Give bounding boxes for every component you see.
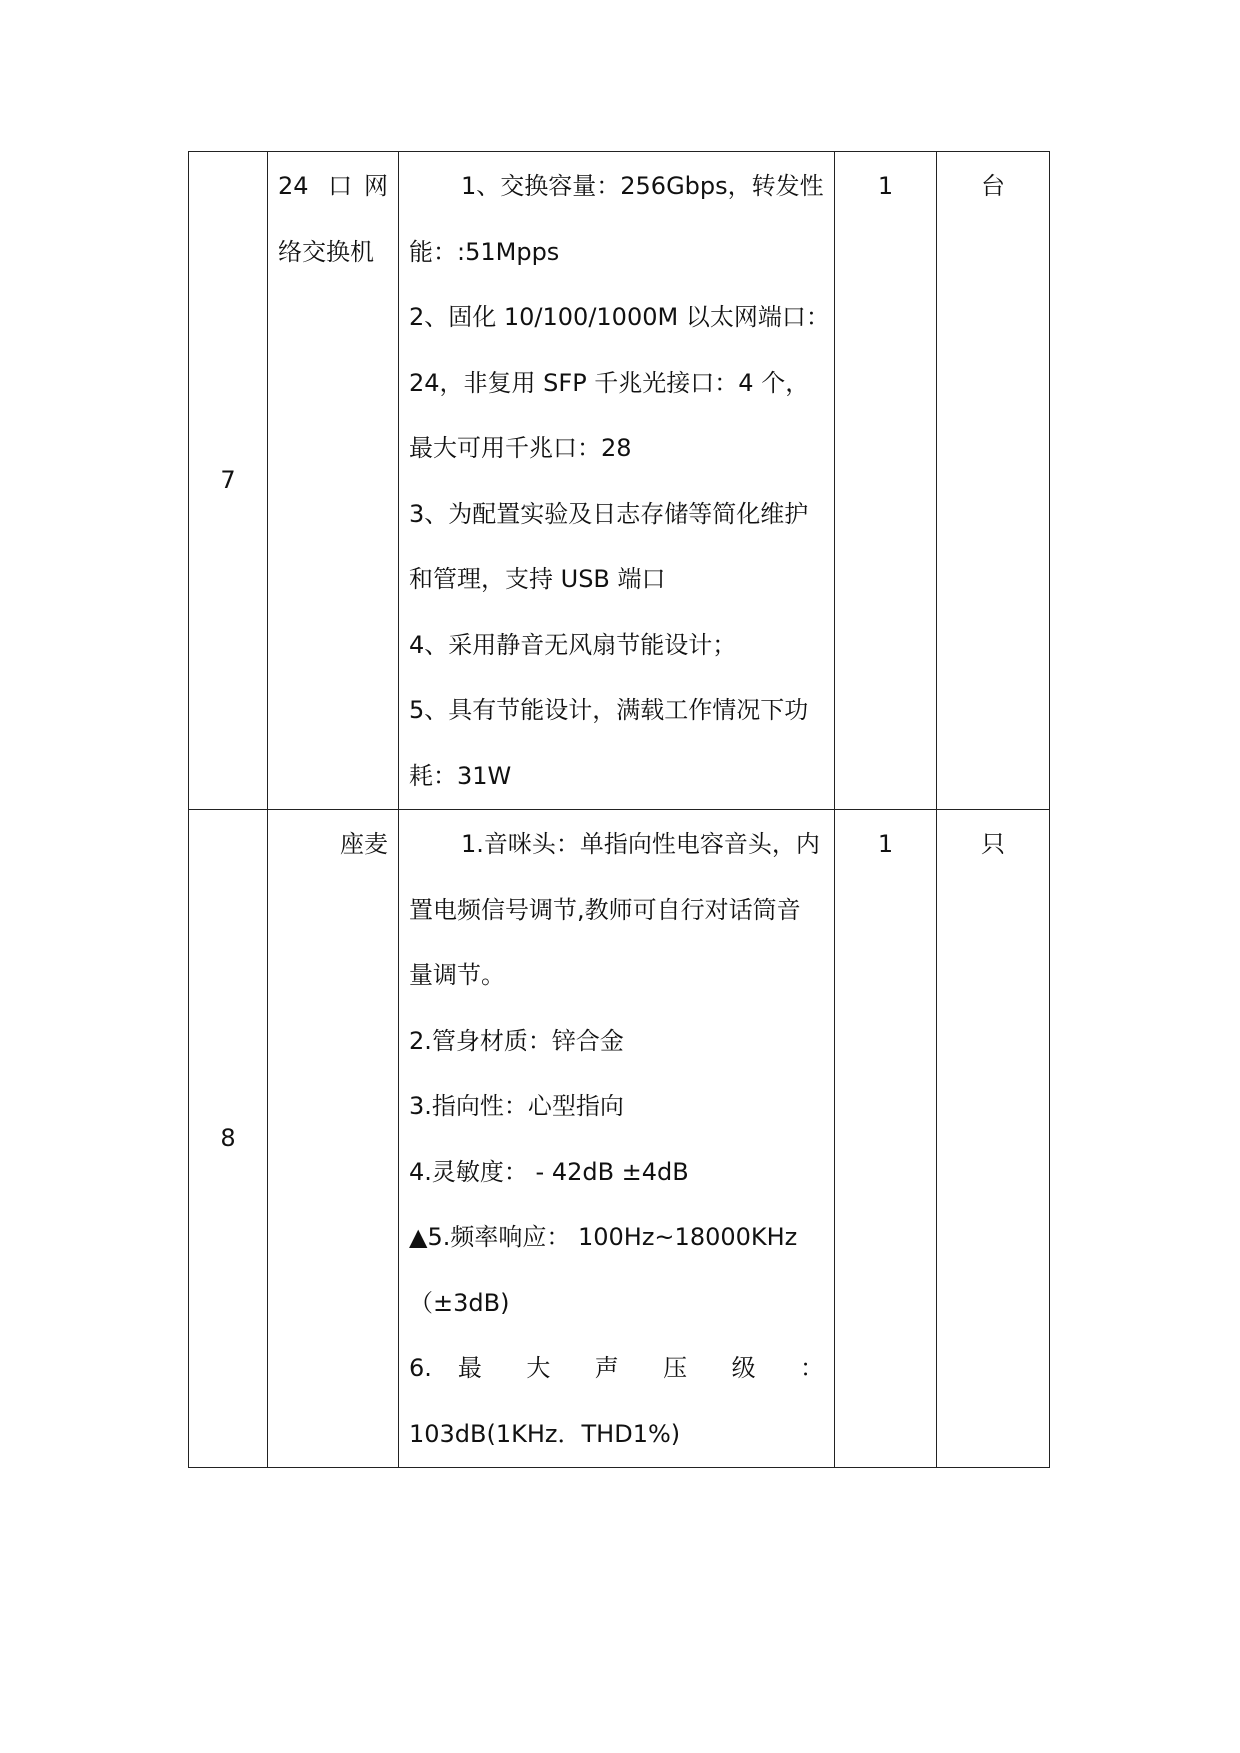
spec-line: （±3dB): [409, 1288, 510, 1317]
item-name-line: 座麦: [340, 830, 388, 858]
item-specification: [399, 810, 835, 1468]
item-quantity: 1: [835, 810, 937, 1468]
item-name-line: 络交换机: [278, 237, 374, 266]
item-number: 7: [189, 152, 268, 810]
item-name: [268, 810, 399, 1468]
spec-line: 和管理，支持 USB 端口: [409, 565, 666, 593]
spec-line: 量调节。: [409, 961, 505, 989]
spec-line: 最大可用千兆口：28: [409, 434, 632, 462]
spec-line: 耗：31W: [409, 761, 512, 790]
spec-line: 2.管身材质：锌合金: [409, 1026, 624, 1055]
item-unit: 台: [937, 152, 1050, 810]
spec-line: 103dB(1KHz．THD1%): [409, 1419, 681, 1448]
spec-line: 4、采用静音无风扇节能设计；: [409, 630, 737, 659]
spec-line: 2、固化 10/100/1000M 以太网端口：: [409, 303, 830, 331]
item-name: [268, 152, 399, 810]
item-specification: [399, 152, 835, 810]
table-row: [189, 810, 1050, 1468]
spec-line: 3、为配置实验及日志存储等简化维护: [409, 499, 809, 528]
spec-line: 5、具有节能设计，满载工作情况下功: [409, 696, 809, 724]
spec-line: ▲5.频率响应： 100Hz~18000KHz: [409, 1223, 798, 1251]
spec-line: 24，非复用 SFP 千兆光接口：4 个，: [409, 368, 810, 397]
spec-line: 1.音咪头：单指向性电容音头，内: [461, 830, 820, 858]
item-number: 8: [189, 810, 268, 1468]
equipment-spec-table: [188, 151, 1050, 1468]
item-unit: 只: [937, 810, 1050, 1468]
spec-line: 3.指向性：心型指向: [409, 1092, 624, 1120]
spec-line: 能：:51Mpps: [409, 237, 560, 266]
item-quantity: 1: [835, 152, 937, 810]
table-row: [189, 152, 1050, 810]
spec-line: 6. 最 大 声 压 级 ：: [409, 1354, 824, 1382]
spec-line: 4.灵敏度： - 42dB ±4dB: [409, 1157, 689, 1186]
spec-line: 1、交换容量：256Gbps，转发性: [461, 172, 824, 200]
spec-line: 置电频信号调节,教师可自行对话筒音: [409, 895, 801, 924]
item-name-line: 24 口网: [278, 172, 388, 200]
